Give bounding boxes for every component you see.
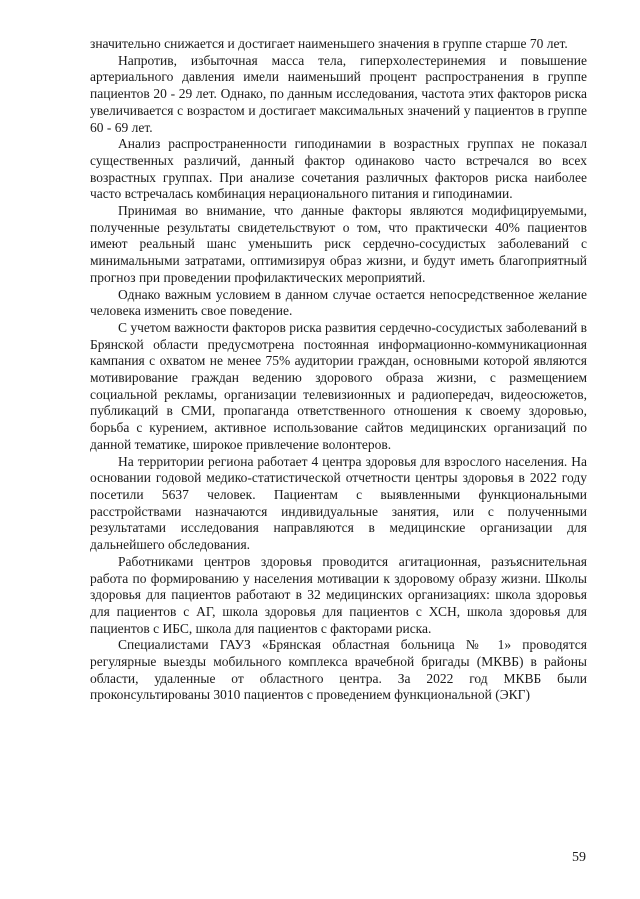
- paragraph-2: Напротив, избыточная масса тела, гиперхолестеринемия и повышение артериального давления имели наименьший процент распространения в группе пациентов 20 - 29 лет. Однако, по данным исследования, частота этих факторов риска увеличивается с возрастом и достигает максимальных значений у пациентов в группе 60 - 69 лет.: [90, 52, 587, 135]
- paragraph-9: Специалистами ГАУЗ «Брянская областная больница № 1» проводятся регулярные выезды мобильного комплекса врачебной бригады (МКВБ) в районы области, удаленные от областного центра. За 2022 год МКВБ были проконсультированы 3010 пациентов с проведением функциональной (ЭКГ): [90, 637, 587, 703]
- paragraph-7: На территории региона работает 4 центра здоровья для взрослого населения. На основании годовой медико-статистической отчетности центры здоровья в 2022 году посетили 5637 человек. Пациентам с выявленными функциональными расстройствами назначаются индивидуальные занятия, или с полученными результатами исследования направляются в медицинские организации для дальнейшего обследования.: [90, 453, 587, 553]
- paragraph-5: Однако важным условием в данном случае остается непосредственное желание человека изменить свое поведение.: [90, 286, 587, 319]
- paragraph-4: Принимая во внимание, что данные факторы являются модифицируемыми, полученные результаты свидетельствуют о том, что практически 40% пациентов имеют реальный шанс уменьшить риск сердечно-сосудистых заболеваний с минимальными затратами, оптимизируя образ жизни, и будут иметь благоприятный прогноз при проведении профилактических мероприятий.: [90, 203, 587, 285]
- page-number: 59: [572, 850, 586, 865]
- paragraph-1: значительно снижается и достигает наименьшего значения в группе старше 70 лет.: [90, 36, 568, 51]
- paragraph-6: С учетом важности факторов риска развития сердечно-сосудистых заболеваний в Брянской области предусмотрена постоянная информационно-коммуникационная кампания с охватом не менее 75% аудитории граждан, основными которой являются мотивирование граждан ведению здорового образа жизни, с размещением социальной рекламы, организации телевизионных и радиопередач, видеосюжетов, публикаций в СМИ, пропаганда ответственного отношения к своему здоровью, борьба с курением, активное использование сайтов медицинских организаций по данной тематике, широкое привлечение волонтеров.: [90, 319, 587, 452]
- paragraph-8: Работниками центров здоровья проводится агитационная, разъяснительная работа по формированию у населения мотивации к здоровому образу жизни. Школы здоровья для пациентов работают в 32 медицинских организациях: школа здоровья для пациентов с АГ, школа здоровья для пациентов с ХСН, школа здоровья для пациентов с ИБС, школа для пациентов с факторами риска.: [90, 553, 587, 636]
- paragraph-3: Анализ распространенности гиподинамии в возрастных группах не показал существенных различий, данный фактор одинаково часто встречался во всех возрастных группах. При анализе сочетания различных факторов риска наиболее часто встречалась комбинация нерационального питания и гиподинамии.: [90, 136, 587, 202]
- document-page: [90, 36, 587, 704]
